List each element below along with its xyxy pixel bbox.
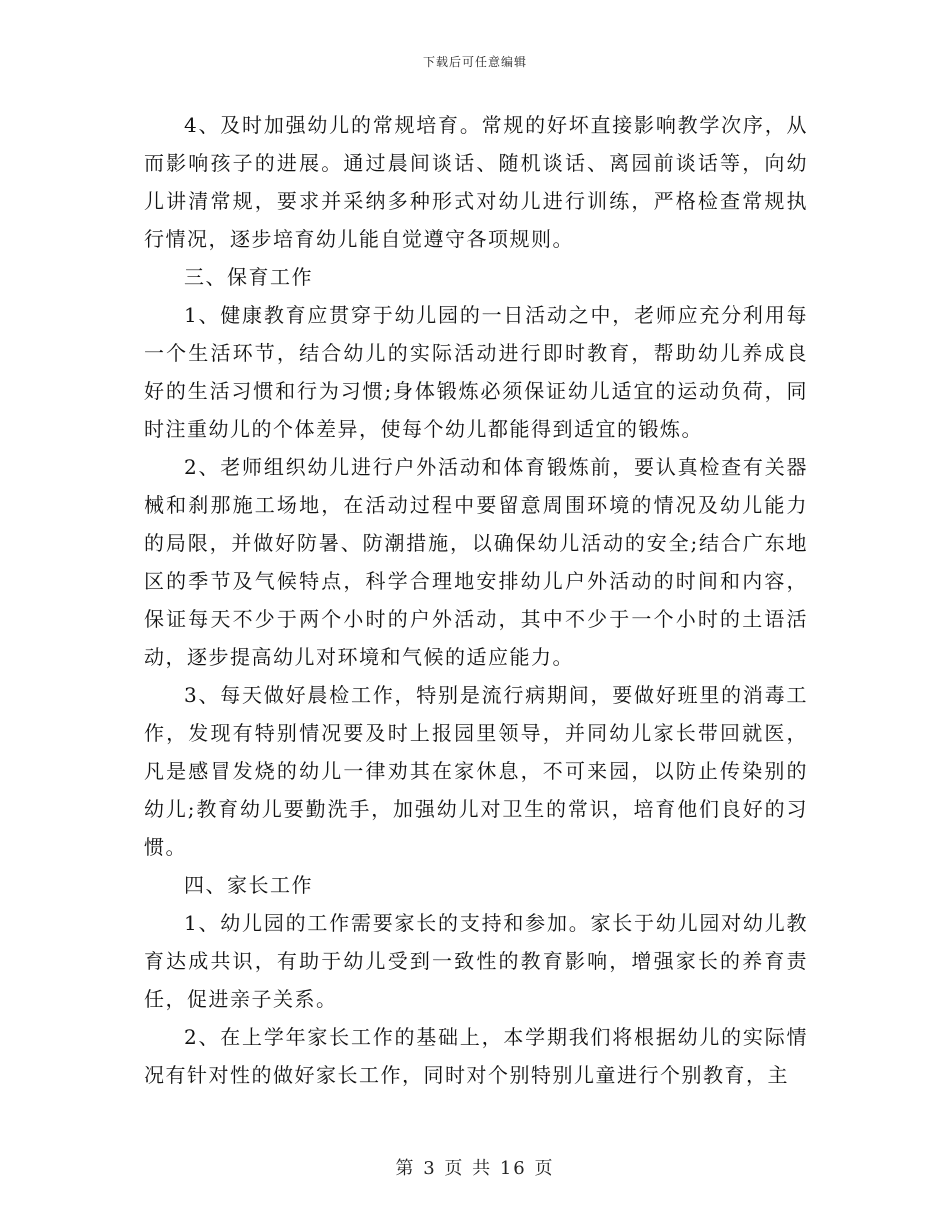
paragraph-parent-support: 1、幼儿园的工作需要家长的支持和参加。家长于幼儿园对幼儿教育达成共识，有助于幼儿受到一致性的教育影响，增强家长的养育责任，促进亲子关系。	[144, 911, 808, 1011]
page-number-footer: 第 3 页 共 16 页	[395, 1158, 555, 1179]
section-heading-care-work: 三、保育工作	[184, 265, 313, 289]
document-body	[144, 106, 808, 1094]
paragraph-morning-check: 3、每天做好晨检工作，特别是流行病期间，要做好班里的消毒工作，发现有特别情况要及时上报园里领导，并同幼儿家长带回就医，凡是感冒发烧的幼儿一律劝其在家休息，不可来园，以防止传染别的幼儿;教育幼儿要勤洗手，加强幼儿对卫生的常识，培育他们良好的习惯。	[144, 683, 808, 859]
paragraph-routine-training: 4、及时加强幼儿的常规培育。常规的好坏直接影响教学次序，从而影响孩子的进展。通过晨间谈话、随机谈话、离园前谈话等，向幼儿讲清常规，要求并采纳多种形式对幼儿进行训练，严格检查常规执行情况，逐步培育幼儿能自觉遵守各项规则。	[144, 113, 808, 251]
page-header: 下载后可任意编辑	[422, 55, 527, 69]
section-heading-parent-work: 四、家长工作	[184, 873, 313, 897]
paragraph-outdoor-activity: 2、老师组织幼儿进行户外活动和体育锻炼前，要认真检查有关器械和刹那施工场地，在活动过程中要留意周围环境的情况及幼儿能力的局限，并做好防暑、防潮措施，以确保幼儿活动的安全;结合广东地区的季节及气候特点，科学合理地安排幼儿户外活动的时间和内容，保证每天不少于两个小时的户外活动，其中不少于一个小时的土语活动，逐步提高幼儿对环境和气候的适应能力。	[144, 455, 808, 669]
paragraph-health-education: 1、健康教育应贯穿于幼儿园的一日活动之中，老师应充分利用每一个生活环节，结合幼儿的实际活动进行即时教育，帮助幼儿养成良好的生活习惯和行为习惯;身体锻炼必须保证幼儿适宜的运动负荷，同时注重幼儿的个体差异，使每个幼儿都能得到适宜的锻炼。	[144, 303, 808, 441]
paragraph-parent-work-plan: 2、在上学年家长工作的基础上，本学期我们将根据幼儿的实际情况有针对性的做好家长工作，同时对个别特别儿童进行个别教育，主	[144, 1025, 808, 1087]
